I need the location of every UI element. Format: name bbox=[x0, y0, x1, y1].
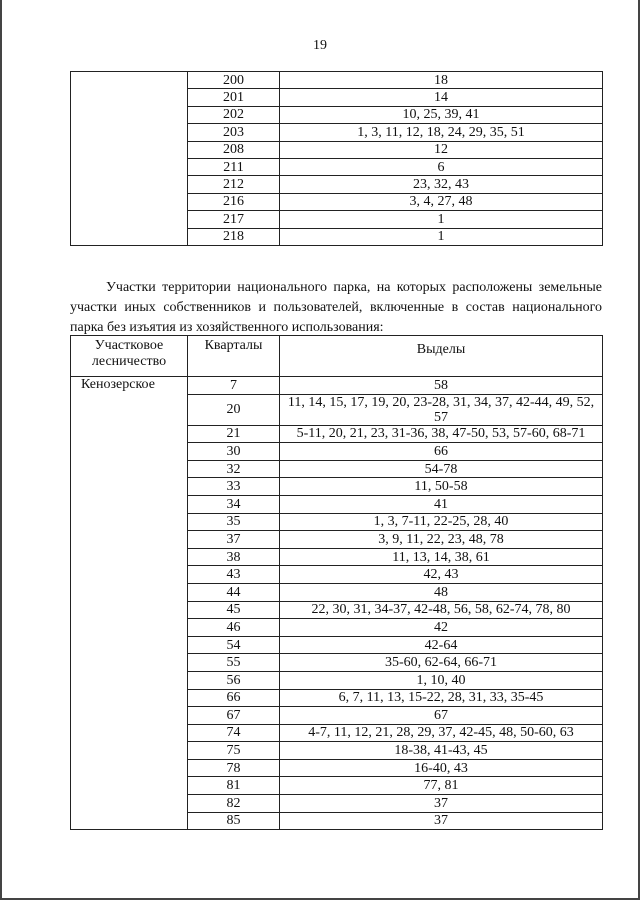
kvartal-cell: 212 bbox=[188, 176, 280, 193]
kvartal-cell: 66 bbox=[188, 689, 280, 707]
vydely-cell: 1, 3, 11, 12, 18, 24, 29, 35, 51 bbox=[280, 124, 603, 141]
vydely-cell: 1, 10, 40 bbox=[280, 671, 603, 689]
table-row bbox=[71, 72, 603, 89]
vydely-cell: 42 bbox=[280, 619, 603, 637]
kvartal-cell: 34 bbox=[188, 495, 280, 513]
header-vydely: Выделы bbox=[280, 336, 603, 377]
kvartal-cell: 203 bbox=[188, 124, 280, 141]
kvartal-cell: 202 bbox=[188, 106, 280, 123]
forestry-cell-empty bbox=[71, 72, 188, 246]
kvartal-cell: 35 bbox=[188, 513, 280, 531]
vydely-cell: 66 bbox=[280, 443, 603, 461]
vydely-cell: 42, 43 bbox=[280, 566, 603, 584]
header-forestry: Участковое лесничество bbox=[71, 336, 188, 377]
vydely-cell: 1 bbox=[280, 211, 603, 228]
page-number: 19 bbox=[313, 38, 327, 53]
vydely-cell: 6 bbox=[280, 158, 603, 175]
vydely-cell: 58 bbox=[280, 377, 603, 395]
vydely-cell: 3, 4, 27, 48 bbox=[280, 193, 603, 210]
kvartal-cell: 7 bbox=[188, 377, 280, 395]
scan-border-left bbox=[0, 0, 2, 900]
kvartal-cell: 78 bbox=[188, 759, 280, 777]
vydely-cell: 16-40, 43 bbox=[280, 759, 603, 777]
vydely-cell: 4-7, 11, 12, 21, 28, 29, 37, 42-45, 48, 50-60, 63 bbox=[280, 724, 603, 742]
kvartal-cell: 218 bbox=[188, 228, 280, 245]
kvartal-cell: 217 bbox=[188, 211, 280, 228]
kvartal-cell: 46 bbox=[188, 619, 280, 637]
kvartal-cell: 37 bbox=[188, 531, 280, 549]
kvartal-cell: 67 bbox=[188, 707, 280, 725]
continued-forest-table bbox=[70, 71, 603, 246]
kvartal-cell: 45 bbox=[188, 601, 280, 619]
vydely-cell: 77, 81 bbox=[280, 777, 603, 795]
table-header-row bbox=[71, 336, 603, 377]
kvartal-cell: 85 bbox=[188, 812, 280, 830]
vydely-cell: 67 bbox=[280, 707, 603, 725]
section-paragraph: Участки территории национального парка, на которых расположены земельные участки иных собственников и пользователей, включенные в состав национального парка без изъятия из хозяйственного использования: bbox=[70, 280, 602, 335]
vydely-cell: 48 bbox=[280, 583, 603, 601]
kvartal-cell: 21 bbox=[188, 425, 280, 443]
kvartal-cell: 30 bbox=[188, 443, 280, 461]
vydely-cell: 35-60, 62-64, 66-71 bbox=[280, 654, 603, 672]
vydely-cell: 41 bbox=[280, 495, 603, 513]
kvartal-cell: 211 bbox=[188, 158, 280, 175]
vydely-cell: 5-11, 20, 21, 23, 31-36, 38, 47-50, 53, 57-60, 68-71 bbox=[280, 425, 603, 443]
vydely-cell: 22, 30, 31, 34-37, 42-48, 56, 58, 62-74, 78, 80 bbox=[280, 601, 603, 619]
vydely-cell: 37 bbox=[280, 812, 603, 830]
table-row bbox=[71, 377, 603, 395]
vydely-cell: 6, 7, 11, 13, 15-22, 28, 31, 33, 35-45 bbox=[280, 689, 603, 707]
kvartal-cell: 200 bbox=[188, 72, 280, 89]
vydely-cell: 1, 3, 7-11, 22-25, 28, 40 bbox=[280, 513, 603, 531]
vydely-cell: 18-38, 41-43, 45 bbox=[280, 742, 603, 760]
vydely-cell: 54-78 bbox=[280, 460, 603, 478]
vydely-cell: 14 bbox=[280, 89, 603, 106]
vydely-cell: 10, 25, 39, 41 bbox=[280, 106, 603, 123]
kvartal-cell: 54 bbox=[188, 636, 280, 654]
vydely-cell: 37 bbox=[280, 795, 603, 813]
kvartal-cell: 201 bbox=[188, 89, 280, 106]
kvartal-cell: 75 bbox=[188, 742, 280, 760]
kvartal-cell: 32 bbox=[188, 460, 280, 478]
vydely-cell: 11, 13, 14, 38, 61 bbox=[280, 548, 603, 566]
kvartal-cell: 43 bbox=[188, 566, 280, 584]
kvartal-cell: 82 bbox=[188, 795, 280, 813]
header-kvartaly: Кварталы bbox=[188, 336, 280, 377]
vydely-cell: 11, 50-58 bbox=[280, 478, 603, 496]
kvartal-cell: 208 bbox=[188, 141, 280, 158]
kvartal-cell: 56 bbox=[188, 671, 280, 689]
vydely-cell: 42-64 bbox=[280, 636, 603, 654]
kvartal-cell: 20 bbox=[188, 394, 280, 425]
vydely-cell: 11, 14, 15, 17, 19, 20, 23-28, 31, 34, 37, 42-44, 49, 52, 57 bbox=[280, 394, 603, 425]
kvartal-cell: 81 bbox=[188, 777, 280, 795]
kvartal-cell: 216 bbox=[188, 193, 280, 210]
vydely-cell: 12 bbox=[280, 141, 603, 158]
owners-land-table bbox=[70, 335, 603, 830]
kvartal-cell: 74 bbox=[188, 724, 280, 742]
vydely-cell: 18 bbox=[280, 72, 603, 89]
vydely-cell: 1 bbox=[280, 228, 603, 245]
vydely-cell: 23, 32, 43 bbox=[280, 176, 603, 193]
kvartal-cell: 55 bbox=[188, 654, 280, 672]
kvartal-cell: 33 bbox=[188, 478, 280, 496]
forestry-name-cell: Кенозерское bbox=[71, 377, 188, 830]
kvartal-cell: 44 bbox=[188, 583, 280, 601]
kvartal-cell: 38 bbox=[188, 548, 280, 566]
vydely-cell: 3, 9, 11, 22, 23, 48, 78 bbox=[280, 531, 603, 549]
